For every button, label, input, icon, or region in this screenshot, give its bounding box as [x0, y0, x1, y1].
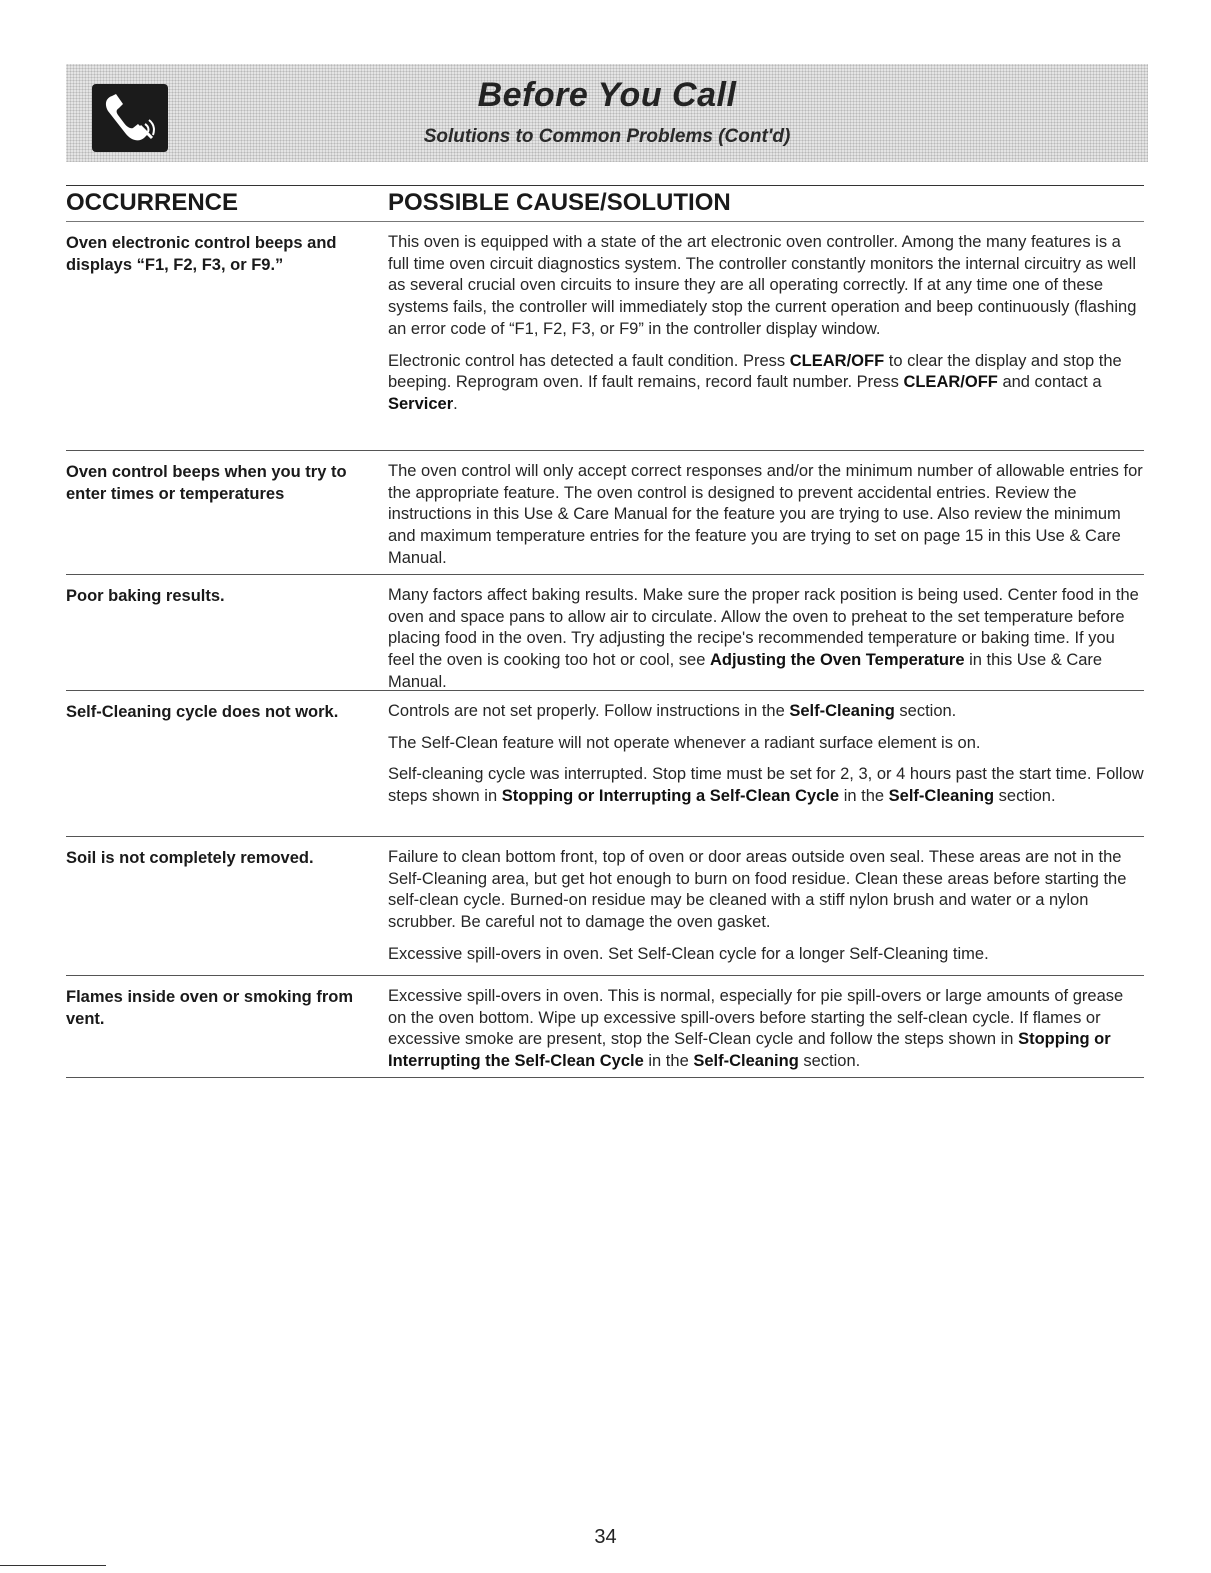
occurrence-header: OCCURRENCE	[66, 189, 239, 216]
solution-paragraph: This oven is equipped with a state of the art electronic oven controller. Among the many features is a full time oven circuit diagnostics system. The controller constantly monitors the internal circuitry as well as several crucial oven circuits to insure they are all operating correctly. If at any time one of these systems fails, the controller will immediately stop the current operation and beep continuously (flashing an error code of “F1, F2, F3, or F9” in the controller display window.	[388, 233, 1137, 338]
solution-paragraph: The Self-Clean feature will not operate whenever a radiant surface element is on.	[388, 733, 981, 752]
occurrence-text: Self-Cleaning cycle does not work.	[66, 703, 339, 721]
occurrence-text: Oven control beeps when you try to enter times or temperatures	[66, 463, 347, 503]
solution-paragraph: Self-cleaning cycle was interrupted. Stop time must be set for 2, 3, or 4 hours past the start time. Follow steps shown in Stopping or Interrupting a Self-Clean Cycle in the Self-Cleaning section.	[388, 765, 1144, 806]
table-row	[66, 691, 1144, 837]
occurrence-text: Oven electronic control beeps and displays “F1, F2, F3, or F9.”	[66, 234, 337, 274]
solution-text	[388, 232, 1144, 442]
occurrence-text: Soil is not completely removed.	[66, 849, 314, 867]
solution-paragraph: Many factors affect baking results. Make sure the proper rack position is being used. Center food in the oven and space pans to allow air to circulate. Allow the oven to preheat to the set temperature before placing food in the oven. Try adjusting the recipe's recommended temperature or baking time. If you feel the oven is cooking too hot or cool, see Adjusting the Oven Temperature in this Use & Care Manual.	[388, 586, 1139, 691]
occurrence-text: Poor baking results.	[66, 587, 225, 605]
solution-paragraph: The oven control will only accept correct responses and/or the minimum number of allowable entries for the appropriate feature. The oven control is designed to prevent accidental entries. Review the instructions in this Use & Care Manual for the feature you are trying to use. Also review the minimum and maximum temperature entries for the feature you are trying to set on page 15 in this Use & Care Manual.	[388, 462, 1143, 567]
table-row	[66, 837, 1144, 976]
solution-text	[388, 847, 1144, 967]
cause-solution-header: POSSIBLE CAUSE/SOLUTION	[388, 189, 731, 216]
page-title: Before You Call	[477, 76, 737, 114]
solution-paragraph: Controls are not set properly. Follow instructions in the Self-Cleaning section.	[388, 702, 957, 720]
table-row	[66, 976, 1144, 1078]
solution-text	[388, 986, 1144, 1069]
solution-text	[388, 585, 1144, 691]
solution-text	[388, 701, 1144, 828]
solution-paragraph: Excessive spill-overs in oven. Set Self-Clean cycle for a longer Self-Cleaning time.	[388, 944, 989, 963]
occurrence-text: Flames inside oven or smoking from vent.	[66, 988, 353, 1028]
solution-paragraph: Failure to clean bottom front, top of oven or door areas outside oven seal. These areas are not in the Self-Cleaning area, but get hot enough to burn on food residue. Clean these areas before starting the self-clean cycle. Burned-on residue may be cleaned with a stiff nylon brush and water or a nylon scrubber. Be careful not to damage the oven gasket.	[388, 848, 1127, 932]
table-row	[66, 575, 1144, 691]
solution-text	[388, 461, 1144, 566]
header-banner	[66, 64, 1148, 162]
table-header	[66, 185, 1144, 222]
page-subtitle: Solutions to Common Problems (Cont'd)	[423, 126, 791, 147]
table-row	[66, 222, 1144, 451]
solution-paragraph: Excessive spill-overs in oven. This is normal, especially for pie spill-overs or large amounts of grease on the oven bottom. Wipe up excessive spill-overs before starting the self-clean cycle. If flames or excessive smoke are present, stop the Self-Clean cycle and follow the steps shown in Stopping or Interrupting the Self-Clean Cycle in the Self-Cleaning section.	[388, 987, 1124, 1071]
troubleshooting-table	[66, 185, 1144, 1078]
footer-divider	[0, 1565, 106, 1566]
solution-paragraph: Electronic control has detected a fault condition. Press CLEAR/OFF to clear the display and stop the beeping. Reprogram oven. If fault remains, record fault number. Press CLEAR/OFF and contact a Servicer.	[388, 351, 1122, 413]
table-row	[66, 451, 1144, 575]
page-number: 34	[594, 1526, 617, 1548]
